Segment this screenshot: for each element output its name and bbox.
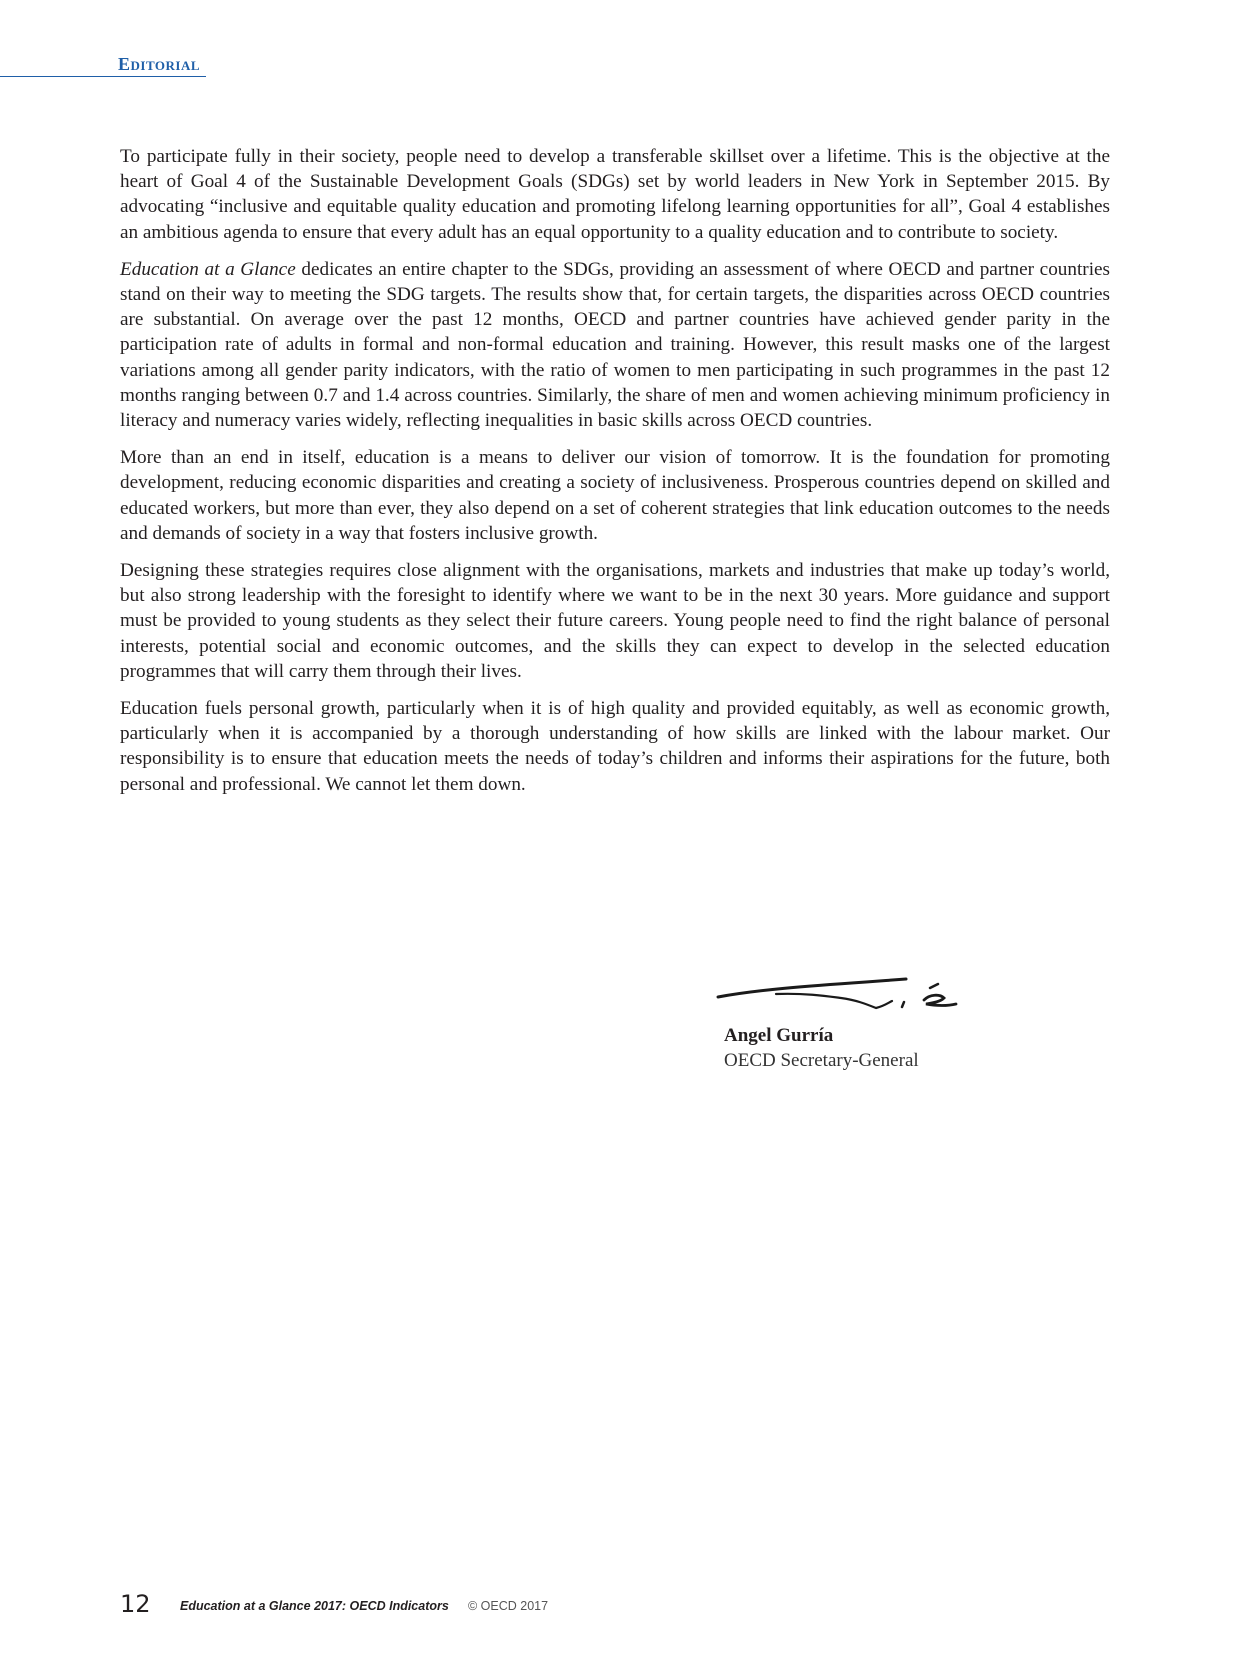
- signatory-name: Angel Gurría: [724, 1025, 834, 1046]
- paragraph-2: [120, 257, 1110, 433]
- signature-image: [716, 960, 976, 1022]
- paragraph-3: More than an end in itself, education is a means to deliver our vision of tomorrow. It is the foundation for promoting development, reducing economic disparities and creating a society of inclusiveness. Prosperous countries depend on skilled and educated workers, but more than ever, they also depend on a set of coherent strategies that link education outcomes to the needs and demands of society in a way that fosters inclusive growth.: [120, 447, 1110, 544]
- paragraph-2-text: dedicates an entire chapter to the SDGs, providing an assessment of where OECD and partner countries stand on their way to meeting the SDG targets. The results show that, for certain targets, the disparities across OECD countries are substantial. On average over the past 12 months, OECD and partner countries have achieved gender parity in the participation rate of adults in formal and non-formal education and training. However, this result masks one of the largest variations among all gender parity indicators, with the ratio of women to men participating in such programmes in the past 12 months ranging between 0.7 and 1.4 across countries. Similarly, the share of men and women achieving minimum proficiency in literacy and numeracy varies widely, reflecting inequalities in basic skills across OECD countries.: [120, 258, 1111, 432]
- paragraph-1: To participate fully in their society, people need to develop a transferable skillset over a lifetime. This is the objective at the heart of Goal 4 of the Sustainable Development Goals (SDGs) set by world leaders in New York in September 2015. By advocating “inclusive and equitable quality education and promoting lifelong learning opportunities for all”, Goal 4 establishes an ambitious agenda to ensure that every adult has an equal opportunity to a quality education and to contribute to society.: [120, 146, 1110, 243]
- signatory-title: OECD Secretary-General: [724, 1050, 919, 1071]
- paragraph-4: Designing these strategies requires close alignment with the organisations, markets and industries that make up today’s world, but also strong leadership with the foresight to identify where we want to be in the next 30 years. More guidance and support must be provided to young students as they select their future careers. Young people need to find the right balance of personal interests, potential social and economic outcomes, and the skills they can expect to develop in the selected education programmes that will carry them through their lives.: [120, 560, 1110, 682]
- page-number: 12: [120, 1590, 151, 1618]
- section-header: Editorial: [118, 54, 201, 74]
- footer-copyright: © OECD 2017: [468, 1599, 549, 1613]
- paragraph-2-italic-title: Education at a Glance: [120, 258, 296, 280]
- footer-book-title: Education at a Glance 2017: OECD Indicators: [180, 1599, 449, 1613]
- header-rule: [0, 76, 206, 77]
- editorial-body: [120, 144, 1110, 809]
- paragraph-5: Education fuels personal growth, particularly when it is of high quality and provided equitably, as well as economic growth, particularly when it is accompanied by a thorough understanding of how skills are linked with the labour market. Our responsibility is to ensure that education meets the needs of today’s children and informs their aspirations for the future, both personal and professional. We cannot let them down.: [120, 698, 1110, 795]
